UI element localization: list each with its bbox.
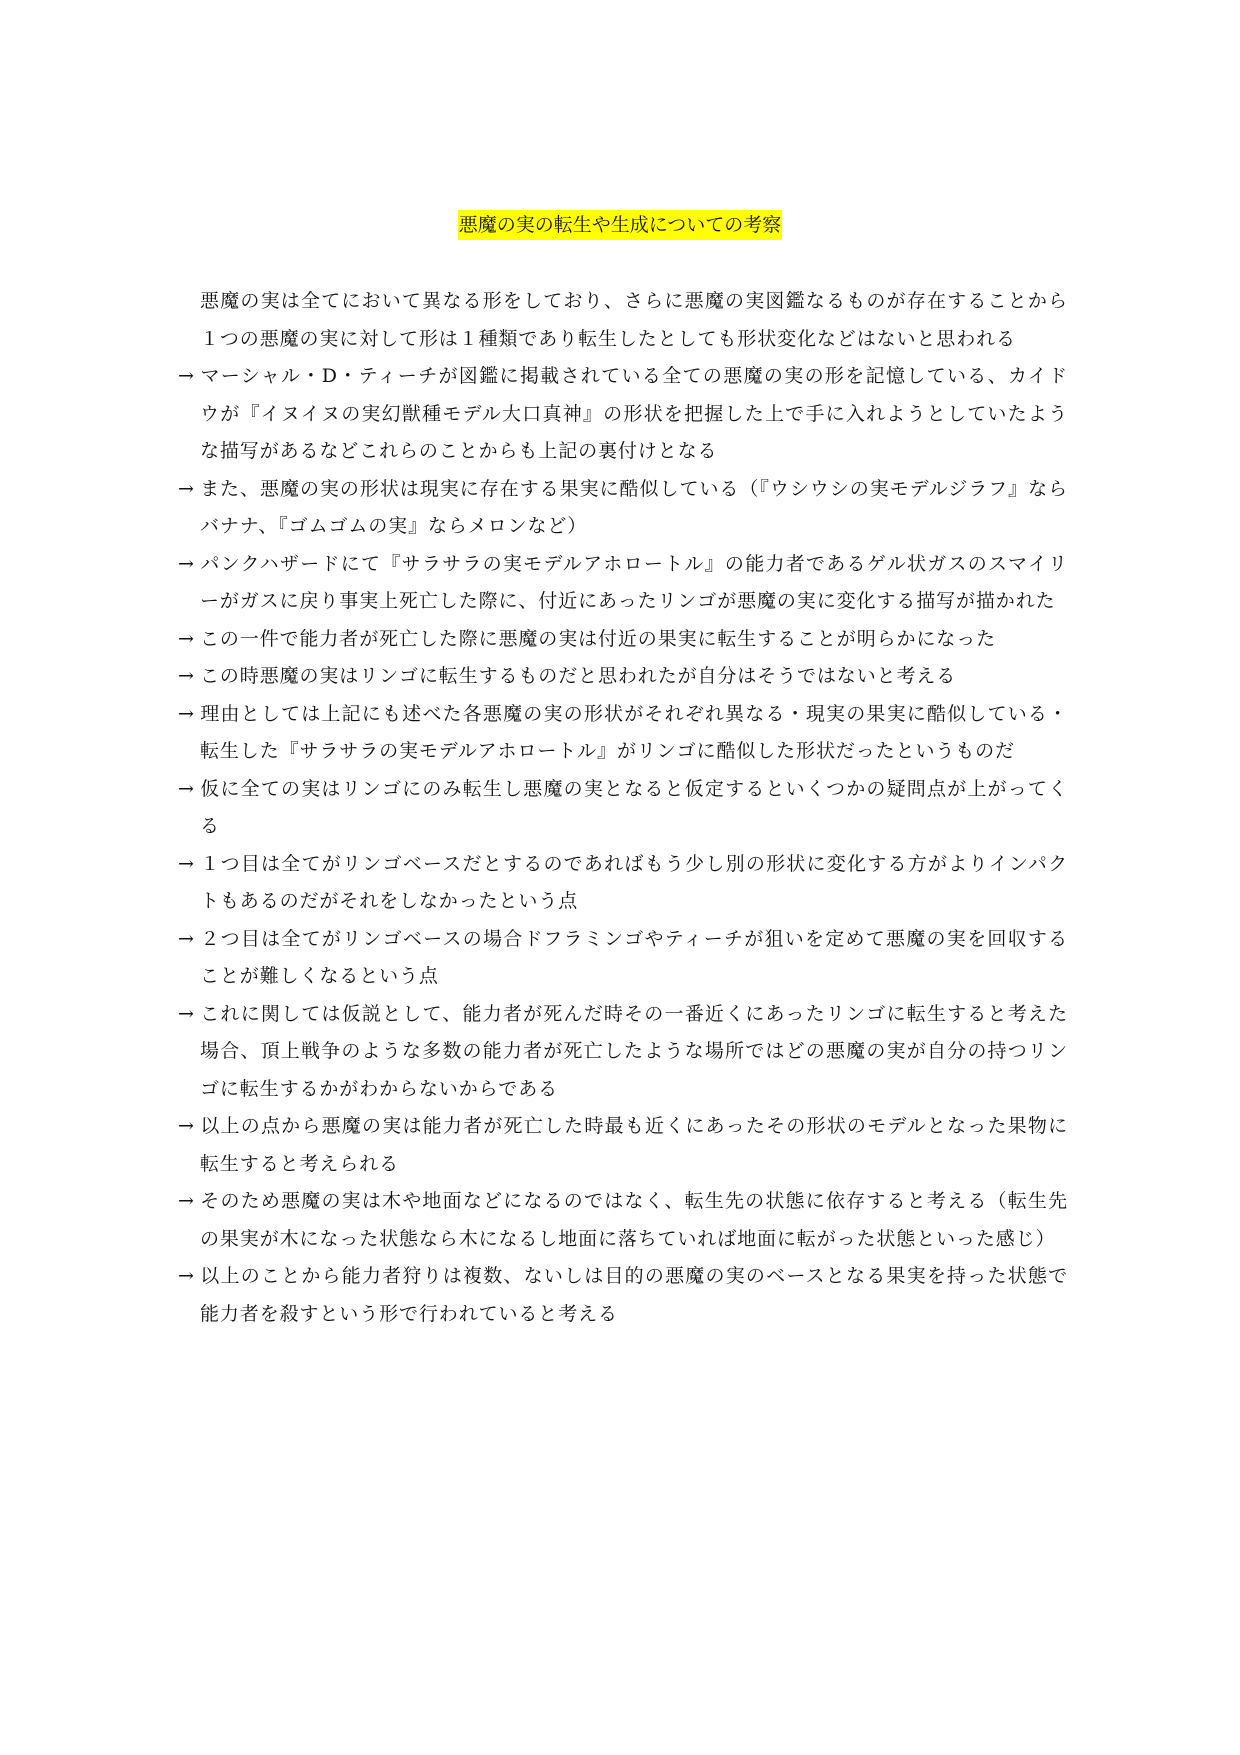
- intro-paragraph: 悪魔の実は全てにおいて異なる形をしており、さらに悪魔の実図鑑なるものが存在することから１つの悪魔の実に対して形は１種類であり転生したとしても形状変化などはないと思われる: [200, 290, 1068, 350]
- arrow-point-paragraph: [178, 1183, 1068, 1258]
- arrow-point-paragraph: [178, 658, 1068, 696]
- arrow-point-text: ２つ目は全てがリンゴベースの場合ドフラミンゴやティーチが狙いを定めて悪魔の実を回収することが難しくなるという点: [200, 927, 1068, 987]
- arrow-marker: →: [178, 665, 195, 687]
- arrow-marker: →: [178, 552, 195, 575]
- arrow-point-text: 以上のことから能力者狩りは複数、ないしは目的の悪魔の実のベースとなる果実を持った状態で能力者を殺すという形で行われていると考える: [200, 1265, 1068, 1325]
- arrow-marker: →: [178, 1115, 195, 1137]
- arrow-point-list: [178, 358, 1068, 1333]
- arrow-point-text: パンクハザードにて『サラサラの実モデルアホロートル』の能力者であるゲル状ガスのスマイリーがガスに戻り事実上死亡した際に、付近にあったリンゴが悪魔の実に変化する描写が描かれた: [200, 552, 1068, 612]
- arrow-marker: →: [178, 627, 195, 650]
- arrow-point-paragraph: [178, 358, 1068, 471]
- page-title: 悪魔の実の転生や生成についての考察: [458, 210, 783, 240]
- arrow-point-text: マーシャル・D・ティーチが図鑑に掲載されている全ての悪魔の実の形を記憶している、カイドウが『イヌイヌの実幻獣種モデル大口真神』の形状を把握した上で手に入れようとしていたような描写があるなどこれらのことからも上記の裏付けとなる: [200, 365, 1068, 462]
- arrow-point-text: 以上の点から悪魔の実は能力者が死亡した時最も近くにあったその形状のモデルとなった果物に転生すると考えられる: [200, 1115, 1068, 1175]
- title-block: [0, 210, 1240, 240]
- arrow-point-paragraph: [178, 621, 1068, 659]
- document-body: [178, 283, 1068, 1333]
- arrow-point-text: 理由としては上記にも述べた各悪魔の実の形状がそれぞれ異なる・現実の果実に酷似している・転生した『サラサラの実モデルアホロートル』がリンゴに酷似した形状だったというものだ: [200, 702, 1068, 762]
- arrow-point-text: これに関しては仮説として、能力者が死んだ時その一番近くにあったリンゴに転生すると考えた場合、頂上戦争のような多数の能力者が死亡したような場所ではどの悪魔の実が自分の持つリンゴに転生するかがわからないからである: [200, 1002, 1068, 1100]
- arrow-point-text: 仮に全ての実はリンゴにのみ転生し悪魔の実となると仮定するといくつかの疑問点が上がってくる: [200, 777, 1068, 837]
- arrow-point-paragraph: [178, 771, 1068, 846]
- arrow-point-paragraph: [178, 1108, 1068, 1183]
- arrow-point-paragraph: [178, 921, 1068, 996]
- arrow-point-paragraph: [178, 846, 1068, 921]
- arrow-marker: →: [178, 927, 195, 950]
- arrow-point-paragraph: [178, 546, 1068, 621]
- arrow-point-text: この時悪魔の実はリンゴに転生するものだと思われたが自分はそうではないと考える: [200, 665, 957, 687]
- arrow-marker: →: [178, 852, 195, 875]
- arrow-point-text: １つ目は全てがリンゴベースだとするのであればもう少し別の形状に変化する方がよりインパクトもあるのだがそれをしなかったという点: [200, 852, 1068, 912]
- arrow-marker: →: [178, 702, 195, 725]
- arrow-point-paragraph: [178, 1258, 1068, 1333]
- arrow-marker: →: [178, 1265, 195, 1287]
- arrow-marker: →: [178, 477, 195, 500]
- arrow-point-text: この一件で能力者が死亡した際に悪魔の実は付近の果実に転生することが明らかになった: [200, 627, 997, 650]
- arrow-marker: →: [178, 777, 195, 800]
- arrow-point-paragraph: [178, 996, 1068, 1109]
- arrow-point-text: そのため悪魔の実は木や地面などになるのではなく、転生先の状態に依存すると考える（転生先の果実が木になった状態なら木になるし地面に落ちていれば地面に転がった状態といった感じ）: [200, 1190, 1068, 1250]
- arrow-marker: →: [178, 365, 195, 387]
- arrow-point-text: また、悪魔の実の形状は現実に存在する果実に酷似している（『ウシウシの実モデルジラフ』ならバナナ、『ゴムゴムの実』ならメロンなど）: [200, 477, 1068, 537]
- arrow-point-paragraph: [178, 696, 1068, 771]
- arrow-marker: →: [178, 1190, 195, 1212]
- arrow-marker: →: [178, 1002, 195, 1025]
- arrow-point-paragraph: [178, 471, 1068, 546]
